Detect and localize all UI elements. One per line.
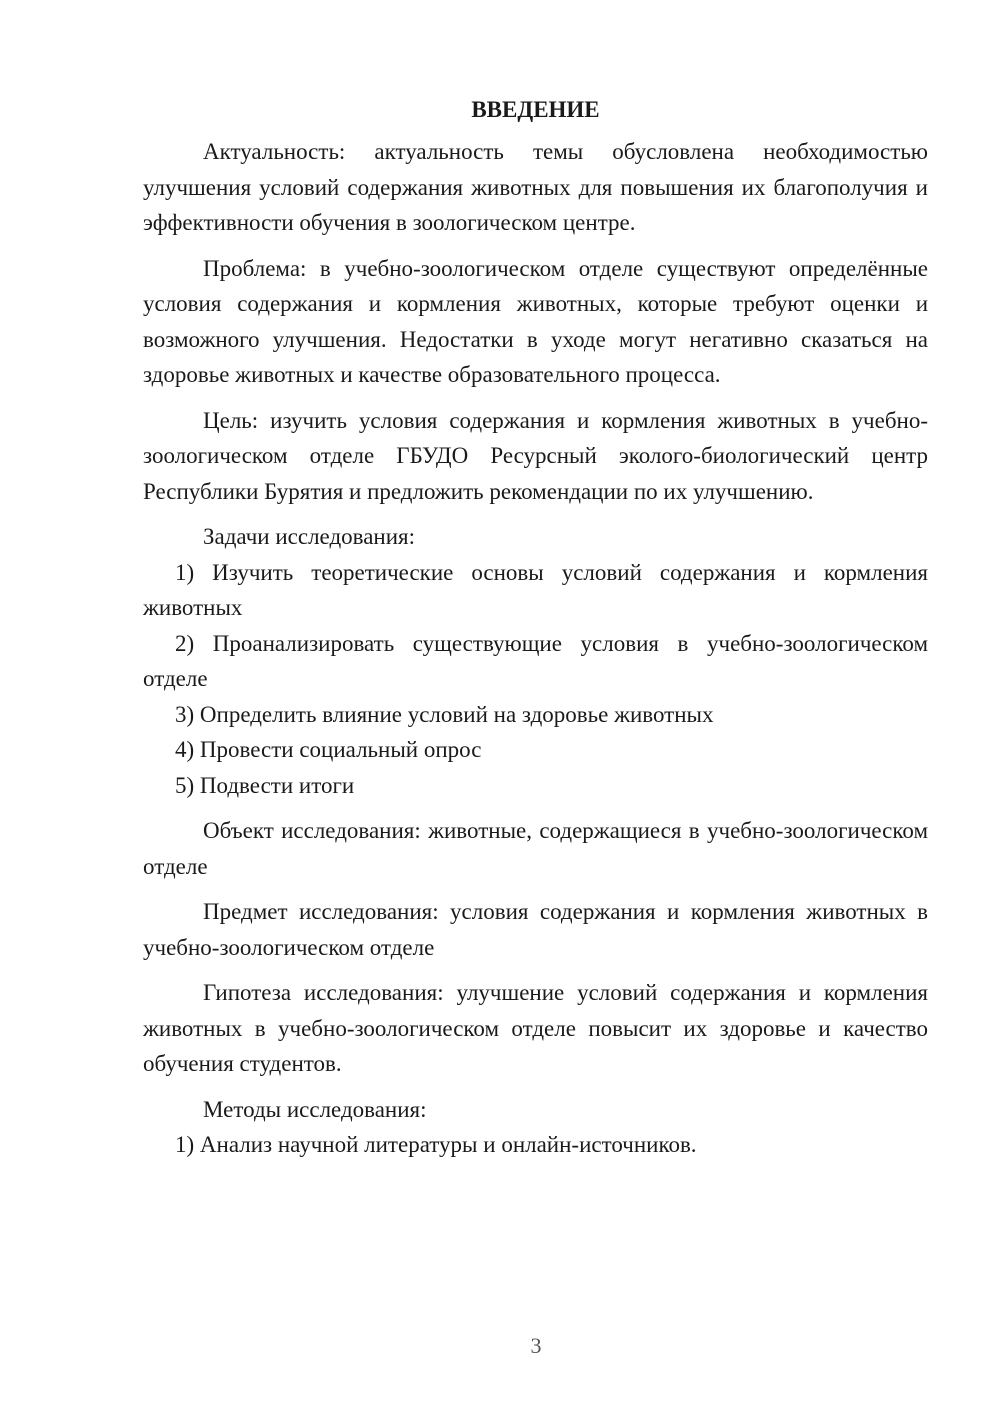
page-number: 3 <box>530 1333 542 1358</box>
task-item-2: 2) Проанализировать существующие условия в учебно-зоологическом отделе <box>143 630 928 691</box>
method-item-1: 1) Анализ научной литературы и онлайн-источников. <box>175 1132 697 1157</box>
section-title: ВВЕДЕНИЕ <box>471 97 600 122</box>
page-content <box>143 92 928 1163</box>
paragraph-methods-heading: Методы исследования: <box>203 1096 427 1122</box>
task-item-5: 5) Подвести итоги <box>175 772 355 798</box>
paragraph-goal: Цель: изучить условия содержания и кормления животных в учебно-зоологическом отделе ГБУДО Ресурсный эколого-биологический центр Республики Бурятия и предложить рекомендации по их улучшению. <box>143 407 928 504</box>
paragraph-problem: Проблема: в учебно-зоологическом отделе существуют определённые условия содержания и кормления животных, которые требуют оценки и возможного улучшения. Недостатки в уходе могут негативно сказаться на здоровье животных и качестве образовательного процесса. <box>143 255 928 387</box>
paragraph-hypothesis: Гипотеза исследования: улучшение условий содержания и кормления животных в учебно-зоологическом отделе повысит их здоровье и качество обучения студентов. <box>143 980 928 1076</box>
paragraph-object: Объект исследования: животные, содержащиеся в учебно-зоологическом отделе <box>143 818 928 879</box>
paragraph-relevance: Актуальность: актуальность темы обусловлена необходимостью улучшения условий содержания животных для повышения их благополучия и эффективности обучения в зоологическом центре. <box>143 139 928 235</box>
paragraph-subject: Предмет исследования: условия содержания и кормления животных в учебно-зоологическом отделе <box>143 899 928 960</box>
task-item-3: 3) Определить влияние условий на здоровье животных <box>175 701 714 727</box>
paragraph-tasks-heading: Задачи исследования: <box>203 524 416 549</box>
task-item-1: 1) Изучить теоретические основы условий содержания и кормления животных <box>143 559 928 620</box>
task-item-4: 4) Провести социальный опрос <box>175 737 482 762</box>
